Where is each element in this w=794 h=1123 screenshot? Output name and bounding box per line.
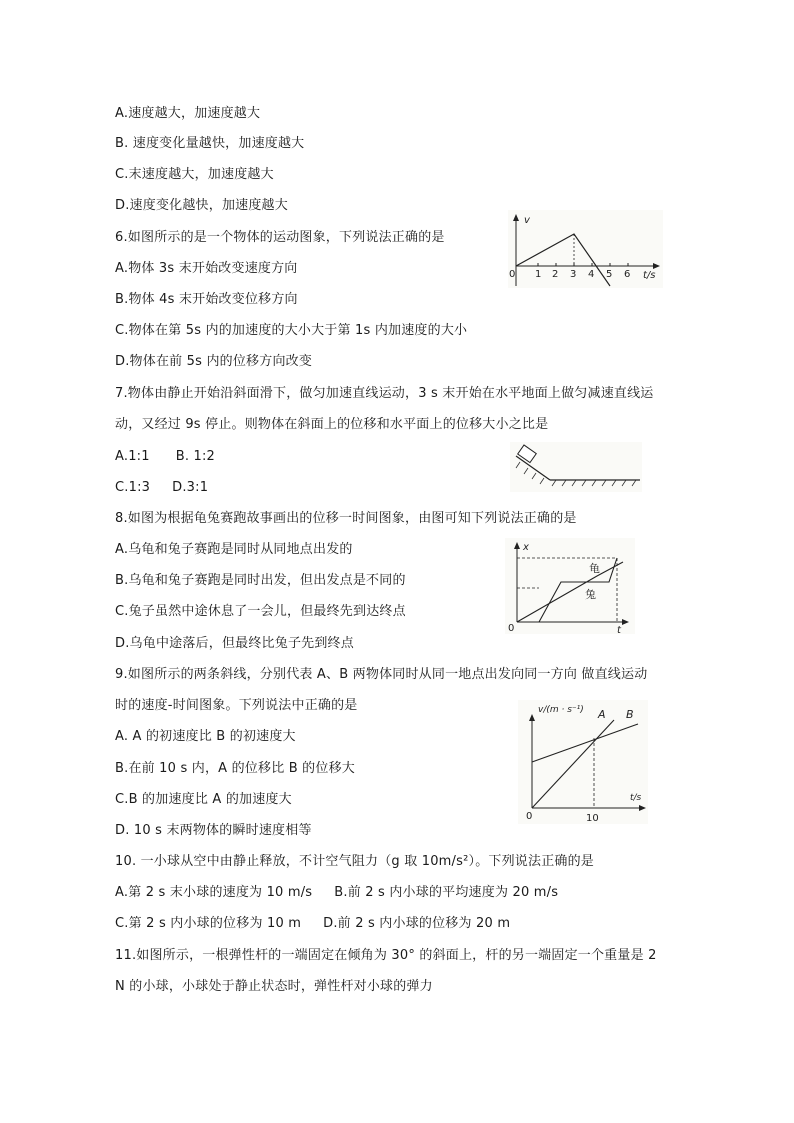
q8-option-c: C.兔子虽然中途休息了一会儿，但最终先到达终点 — [115, 604, 406, 619]
q10-options-cd — [115, 915, 510, 933]
q7-stem-line1: 7.物体由静止开始沿斜面滑下，做匀加速直线运动，3 s 末开始在水平地面上做匀减速直线运 — [115, 386, 654, 401]
q10-option-a: A.第 2 s 末小球的速度为 10 m/s — [115, 885, 313, 900]
q10-option-c: C.第 2 s 内小球的位移为 10 m — [115, 916, 302, 931]
q6-tick-3: 3 — [570, 269, 577, 280]
q6-stem: 6.如图所示的是一个物体的运动图象，下列说法正确的是 — [115, 230, 445, 245]
q6-ylabel: v — [524, 215, 530, 226]
q7-stem-line2: 动，又经过 9s 停止。则物体在斜面上的位移和水平面上的位移大小之比是 — [115, 417, 549, 432]
q9-option-a: A. A 的初速度比 B 的初速度大 — [115, 729, 296, 744]
q5-option-b: B. 速度变化量越快，加速度越大 — [115, 136, 305, 151]
q7-option-d: D.3:1 — [172, 480, 209, 495]
q8-option-b: B.乌龟和兔子赛跑是同时出发，但出发点是不同的 — [115, 573, 406, 588]
q10-options-ab — [115, 884, 558, 902]
q8-rabbit-label: 兔 — [585, 588, 596, 601]
q11-stem-line1: 11.如图所示，一根弹性杆的一端固定在倾角为 30° 的斜面上，杆的另一端固定一个重量是 2 — [115, 948, 657, 963]
q9-vt-graph — [518, 700, 648, 824]
q7-incline-figure — [510, 442, 642, 492]
q6-option-b: B.物体 4s 末开始改变位移方向 — [115, 292, 298, 307]
q9-ylabel: v/(m · s⁻¹) — [538, 705, 584, 715]
q10-stem: 10. 一小球从空中由静止释放，不计空气阻力（g 取 10m/s²）。下列说法正确的是 — [115, 854, 594, 869]
q6-tick-5: 5 — [606, 269, 613, 280]
q9-label-b: B — [626, 708, 634, 721]
q9-xunit: t/s — [630, 793, 642, 803]
q6-vt-graph — [508, 210, 663, 288]
q8-origin: 0 — [508, 623, 515, 634]
q9-stem-line1: 9.如图所示的两条斜线，分别代表 A、B 两物体同时从同一地点出发向同一方向 做直线运动 — [115, 667, 648, 682]
q8-turtle-line — [517, 562, 623, 622]
q9-option-b: B.在前 10 s 内，A 的位移比 B 的位移大 — [115, 761, 355, 776]
q8-xlabel: t — [617, 625, 621, 634]
q7-option-a: A.1:1 — [115, 449, 150, 464]
q9-stem-line2: 时的速度-时间图象。下列说法中正确的是 — [115, 698, 358, 713]
q8-stem: 8.如图为根据龟兔赛跑故事画出的位移一时间图象，由图可知下列说法正确的是 — [115, 511, 577, 526]
q7-option-c: C.1:3 — [115, 480, 151, 495]
q9-label-a: A — [598, 708, 606, 721]
q6-option-d: D.物体在前 5s 内的位移方向改变 — [115, 354, 313, 369]
q6-tick-1: 1 — [535, 269, 542, 280]
q8-option-d: D.乌龟中途落后，但最终比兔子先到终点 — [115, 636, 354, 651]
q8-option-a: A.乌龟和兔子赛跑是同时从同地点出发的 — [115, 542, 353, 557]
q7-block — [518, 445, 537, 463]
q5-option-d: D.速度变化越快，加速度越大 — [115, 198, 288, 213]
q6-tick-6: 6 — [624, 269, 631, 280]
q9-option-d: D. 10 s 末两物体的瞬时速度相等 — [115, 823, 312, 838]
q6-option-a: A.物体 3s 末开始改变速度方向 — [115, 261, 298, 276]
q9-line-b — [532, 724, 638, 762]
q9-option-c: C.B 的加速度比 A 的加速度大 — [115, 792, 292, 807]
q9-tick-10: 10 — [586, 813, 599, 824]
q9-origin: 0 — [526, 811, 533, 822]
q6-tick-2: 2 — [552, 269, 559, 280]
q8-turtle-label: 龟 — [589, 562, 600, 575]
q7-options-ab — [115, 448, 215, 466]
q7-option-b: B. 1:2 — [175, 449, 216, 464]
q6-xunit: t/s — [643, 270, 656, 281]
q9-line-a — [532, 720, 614, 808]
q10-option-d: D.前 2 s 内小球的位移为 20 m — [323, 916, 511, 931]
q6-v-line — [516, 234, 613, 286]
q5-option-c: C.末速度越大，加速度越大 — [115, 167, 274, 182]
q6-option-c: C.物体在第 5s 内的加速度的大小大于第 1s 内加速度的大小 — [115, 323, 468, 338]
q6-tick-4: 4 — [588, 269, 595, 280]
q10-option-b: B.前 2 s 内小球的平均速度为 20 m/s — [334, 885, 559, 900]
q11-stem-line2: N 的小球，小球处于静止状态时，弹性杆对小球的弹力 — [115, 979, 433, 994]
q5-option-a: A.速度越大，加速度越大 — [115, 106, 261, 121]
q8-ylabel: x — [523, 542, 529, 553]
q8-rabbit-line — [539, 558, 617, 622]
q6-origin: 0 — [509, 269, 516, 280]
q8-xt-graph — [505, 538, 635, 634]
q7-options-cd — [115, 479, 208, 497]
